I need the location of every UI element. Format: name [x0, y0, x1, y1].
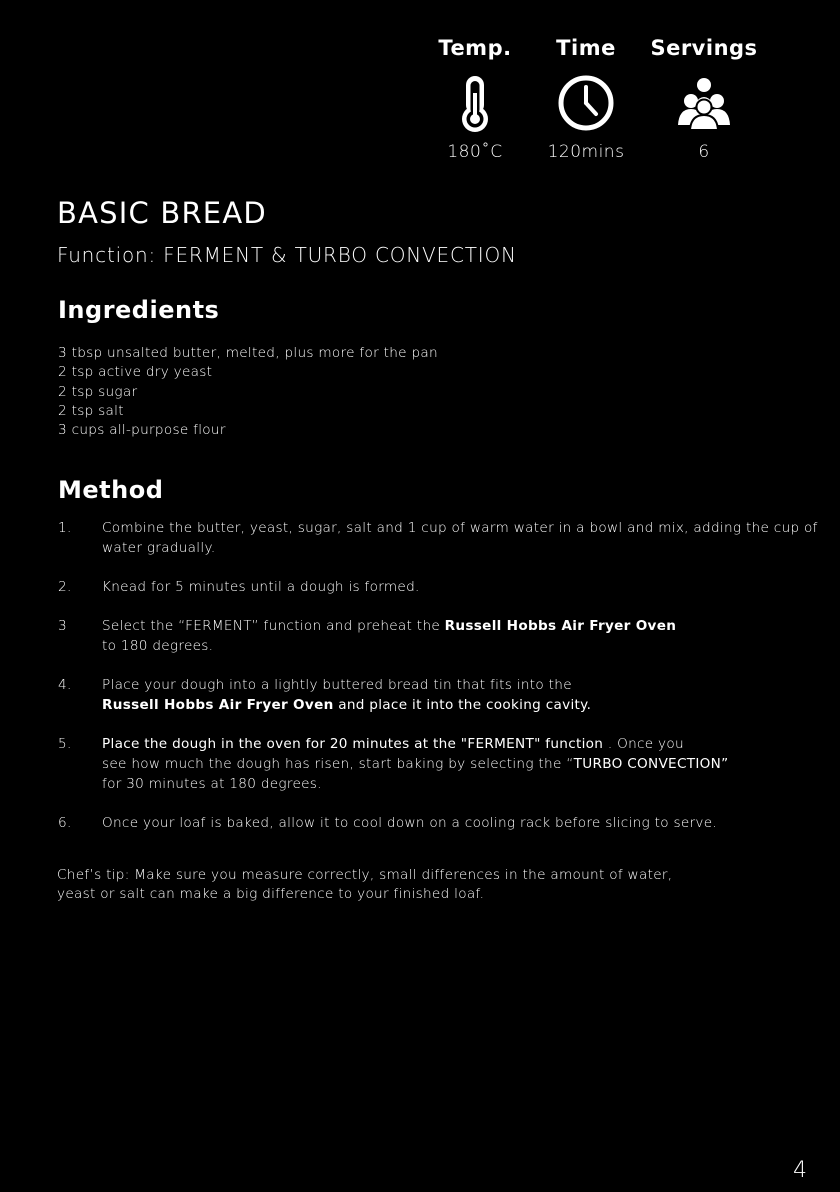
step-text: for 30 minutes at 180 degrees.: [102, 776, 322, 792]
step-text: Combine the butter, yeast, sugar, salt and 1 cup of warm water in a bowl and mix, adding the cup of water gradually.: [102, 520, 818, 556]
method-step: [58, 577, 818, 597]
method-step: [58, 734, 818, 794]
method-heading: Method: [58, 476, 164, 504]
step-text: TURBO CONVECTION”: [573, 756, 729, 772]
chefs-tip: [57, 866, 777, 903]
step-text: . Once you: [603, 736, 684, 752]
step-text: Place the dough in the oven for 20 minutes at the "FERMENT" function: [102, 736, 604, 752]
stat-time: [531, 36, 641, 162]
step-text: Russell Hobbs Air Fryer Oven: [102, 697, 334, 713]
ingredients-list: [58, 344, 438, 440]
ingredient-item: 2 tsp active dry yeast: [58, 364, 213, 381]
step-number: 6.: [58, 815, 72, 831]
step-text: Place your dough into a lightly buttered bread tin that fits into the: [102, 677, 572, 693]
stat-servings: [649, 36, 759, 162]
ingredient-item: 2 tsp sugar: [58, 383, 138, 400]
tip-line: yeast or salt can make a big difference to your finished loaf.: [57, 885, 485, 902]
method-step: [58, 518, 818, 558]
method-step: [58, 616, 818, 656]
clock-icon: [556, 73, 616, 133]
ingredient-item: 3 cups all-purpose flour: [58, 422, 226, 439]
stat-value: 6: [698, 142, 710, 162]
thermometer-icon: [455, 73, 495, 133]
step-number: 3: [58, 618, 67, 634]
step-number: 2.: [58, 579, 72, 595]
stat-label: Servings: [650, 36, 758, 60]
stat-label: Temp.: [438, 36, 512, 60]
method-step: [58, 675, 818, 715]
stat-label: Time: [556, 36, 616, 60]
step-text: Knead for 5 minutes until a dough is formed.: [102, 579, 420, 595]
stat-value: 180˚C: [447, 142, 503, 162]
step-text: to 180 degrees.: [102, 638, 214, 654]
method-steps: [58, 518, 818, 852]
recipe-title: BASIC BREAD: [57, 196, 267, 230]
method-step: [58, 813, 818, 833]
step-number: 1.: [58, 520, 72, 536]
ingredient-item: 3 tbsp unsalted butter, melted, plus more for the pan: [58, 345, 438, 361]
stat-temperature: [420, 36, 530, 162]
page-number: 4: [793, 1158, 807, 1183]
tip-line: Chef’s tip: Make sure you measure correctly, small differences in the amount of water,: [57, 867, 673, 883]
step-number: 4.: [58, 677, 72, 693]
step-text: Russell Hobbs Air Fryer Oven: [444, 618, 677, 634]
step-text: Select the “FERMENT” function and preheat the: [102, 618, 445, 634]
ingredient-item: 2 tsp salt: [58, 402, 124, 419]
recipe-function: Function: FERMENT & TURBO CONVECTION: [57, 243, 517, 267]
step-text: see how much the dough has risen, start baking by selecting the “: [102, 756, 574, 772]
stat-value: 120mins: [547, 142, 625, 162]
step-text: and place it into the cooking cavity.: [333, 697, 592, 713]
step-number: 5.: [58, 736, 72, 752]
recipe-stats: [420, 36, 780, 176]
ingredients-heading: Ingredients: [58, 296, 220, 324]
step-text: Once your loaf is baked, allow it to cool down on a cooling rack before slicing to serve.: [102, 815, 718, 831]
people-icon: [674, 73, 734, 133]
